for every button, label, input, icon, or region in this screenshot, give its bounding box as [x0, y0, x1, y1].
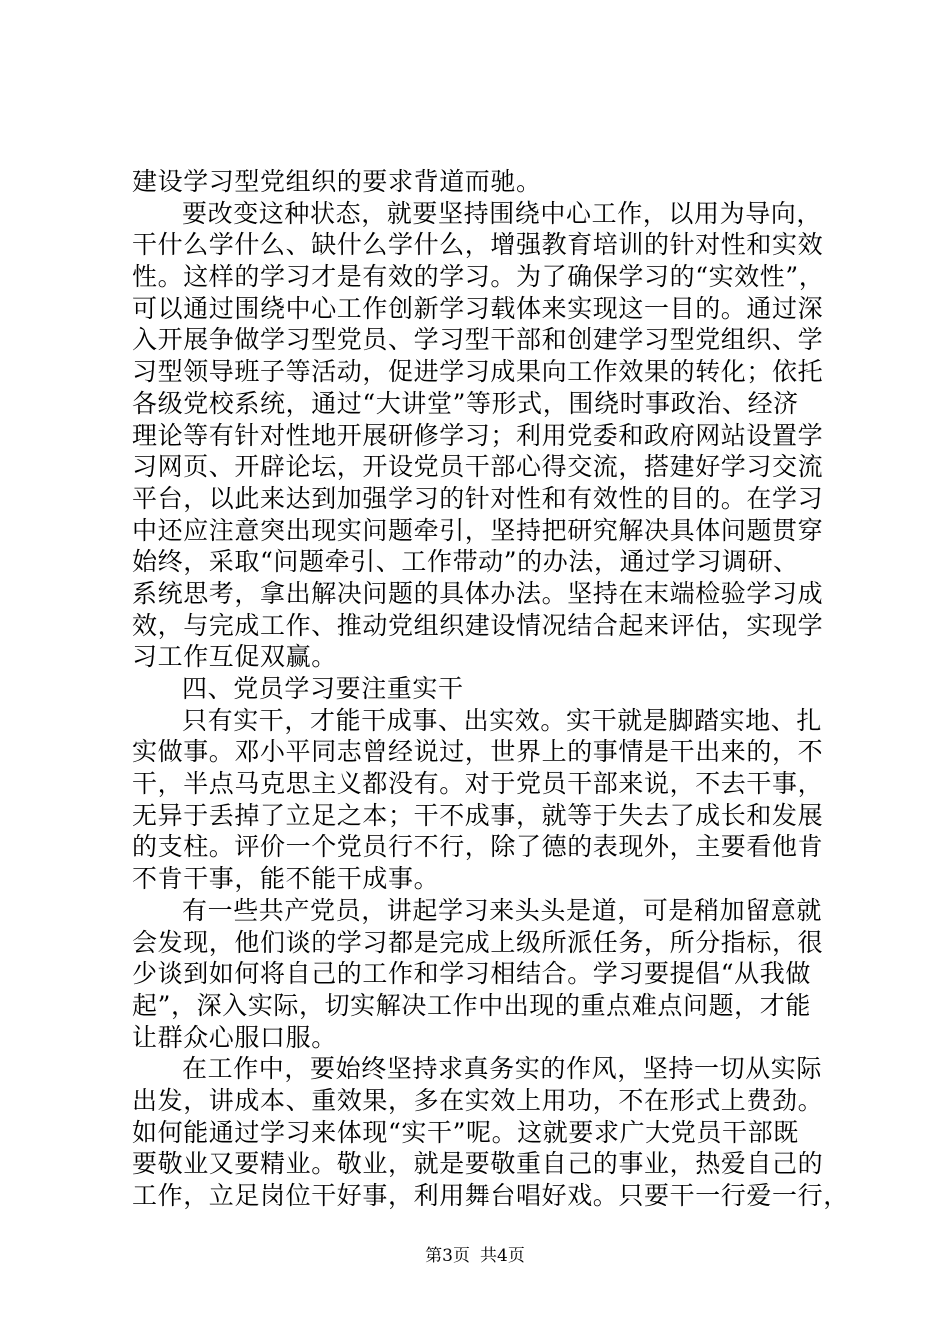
text-line: 无异于丢掉了立足之本；干不成事，就等于失去了成长和发展 [132, 800, 824, 830]
text-line: 各级党校系统，通过“大讲堂”等形式，围绕时事政治、经济 [132, 388, 799, 418]
text-line: 要改变这种状态，就要坚持围绕中心工作，以用为导向， [182, 198, 823, 228]
text-line: 要敬业又要精业。敬业，就是要敬重自己的事业，热爱自己的 [132, 1149, 824, 1179]
text-line: 建设学习型党组织的要求背道而驰。 [132, 167, 542, 196]
text-line: 起”，深入实际，切实解决工作中出现的重点难点问题，才能 [132, 990, 811, 1020]
text-line: 在工作中，要始终坚持求真务实的作风，坚持一切从实际 [182, 1054, 823, 1084]
text-line: 少谈到如何将自己的工作和学习相结合。学习要提倡“从我做 [132, 959, 811, 989]
text-line: 会发现，他们谈的学习都是完成上级所派任务，所分指标，很 [132, 927, 824, 957]
text-line: 习网页、开辟论坛，开设党员干部心得交流，搭建好学习交流 [132, 452, 824, 482]
section-heading: 四、党员学习要注重实干 [182, 674, 464, 703]
text-line: 性。这样的学习才是有效的学习。为了确保学习的“实效性”， [132, 262, 825, 292]
text-line: 始终，采取“问题牵引、工作带动”的办法，通过学习调研、 [132, 547, 799, 577]
text-line: 不肯干事，能不能干成事。 [132, 864, 440, 894]
text-line: 中还应注意突出现实问题牵引，坚持把研究解决具体问题贯穿 [132, 515, 824, 545]
text-line: 干，半点马克思主义都没有。对于党员干部来说，不去干事， [132, 769, 824, 799]
text-line: 的支柱。评价一个党员行不行，除了德的表现外，主要看他肯 [132, 832, 824, 862]
total-pages: 共4页 [480, 1246, 525, 1266]
page-footer [0, 1244, 950, 1268]
text-line: 如何能通过学习来体现“实干”呢。这就要求广大党员干部既 [132, 1117, 799, 1147]
text-line: 干什么学什么、缺什么学什么，增强教育培训的针对性和实效 [132, 230, 824, 260]
text-line: 系统思考，拿出解决问题的具体办法。坚持在末端检验学习成 [132, 578, 824, 608]
text-line: 让群众心服口服。 [132, 1022, 337, 1052]
text-line: 习工作互促双赢。 [132, 642, 337, 672]
text-line: 实做事。邓小平同志曾经说过，世界上的事情是干出来的，不 [132, 737, 824, 767]
body-text [132, 166, 849, 1212]
text-line: 理论等有针对性地开展研修学习；利用党委和政府网站设置学 [132, 420, 824, 450]
text-line: 效，与完成工作、推动党组织建设情况结合起来评估，实现学 [132, 610, 824, 640]
text-line: 可以通过围绕中心工作创新学习载体来实现这一目的。通过深 [132, 293, 824, 323]
text-line: 只有实干，才能干成事、出实效。实干就是脚踏实地、扎 [182, 705, 823, 735]
text-line: 平台，以此来达到加强学习的针对性和有效性的目的。在学习 [132, 483, 824, 513]
text-line: 有一些共产党员，讲起学习来头头是道，可是稍加留意就 [182, 895, 823, 925]
text-line: 出发，讲成本、重效果，多在实效上用功，不在形式上费劲。 [132, 1085, 824, 1115]
text-line: 入开展争做学习型党员、学习型干部和创建学习型党组织、学 [132, 325, 824, 355]
text-line: 习型领导班子等活动，促进学习成果向工作效果的转化；依托 [132, 357, 824, 387]
text-line: 工作，立足岗位干好事，利用舞台唱好戏。只要干一行爱一行， [132, 1181, 849, 1210]
page-number: 第3页 [425, 1246, 470, 1266]
